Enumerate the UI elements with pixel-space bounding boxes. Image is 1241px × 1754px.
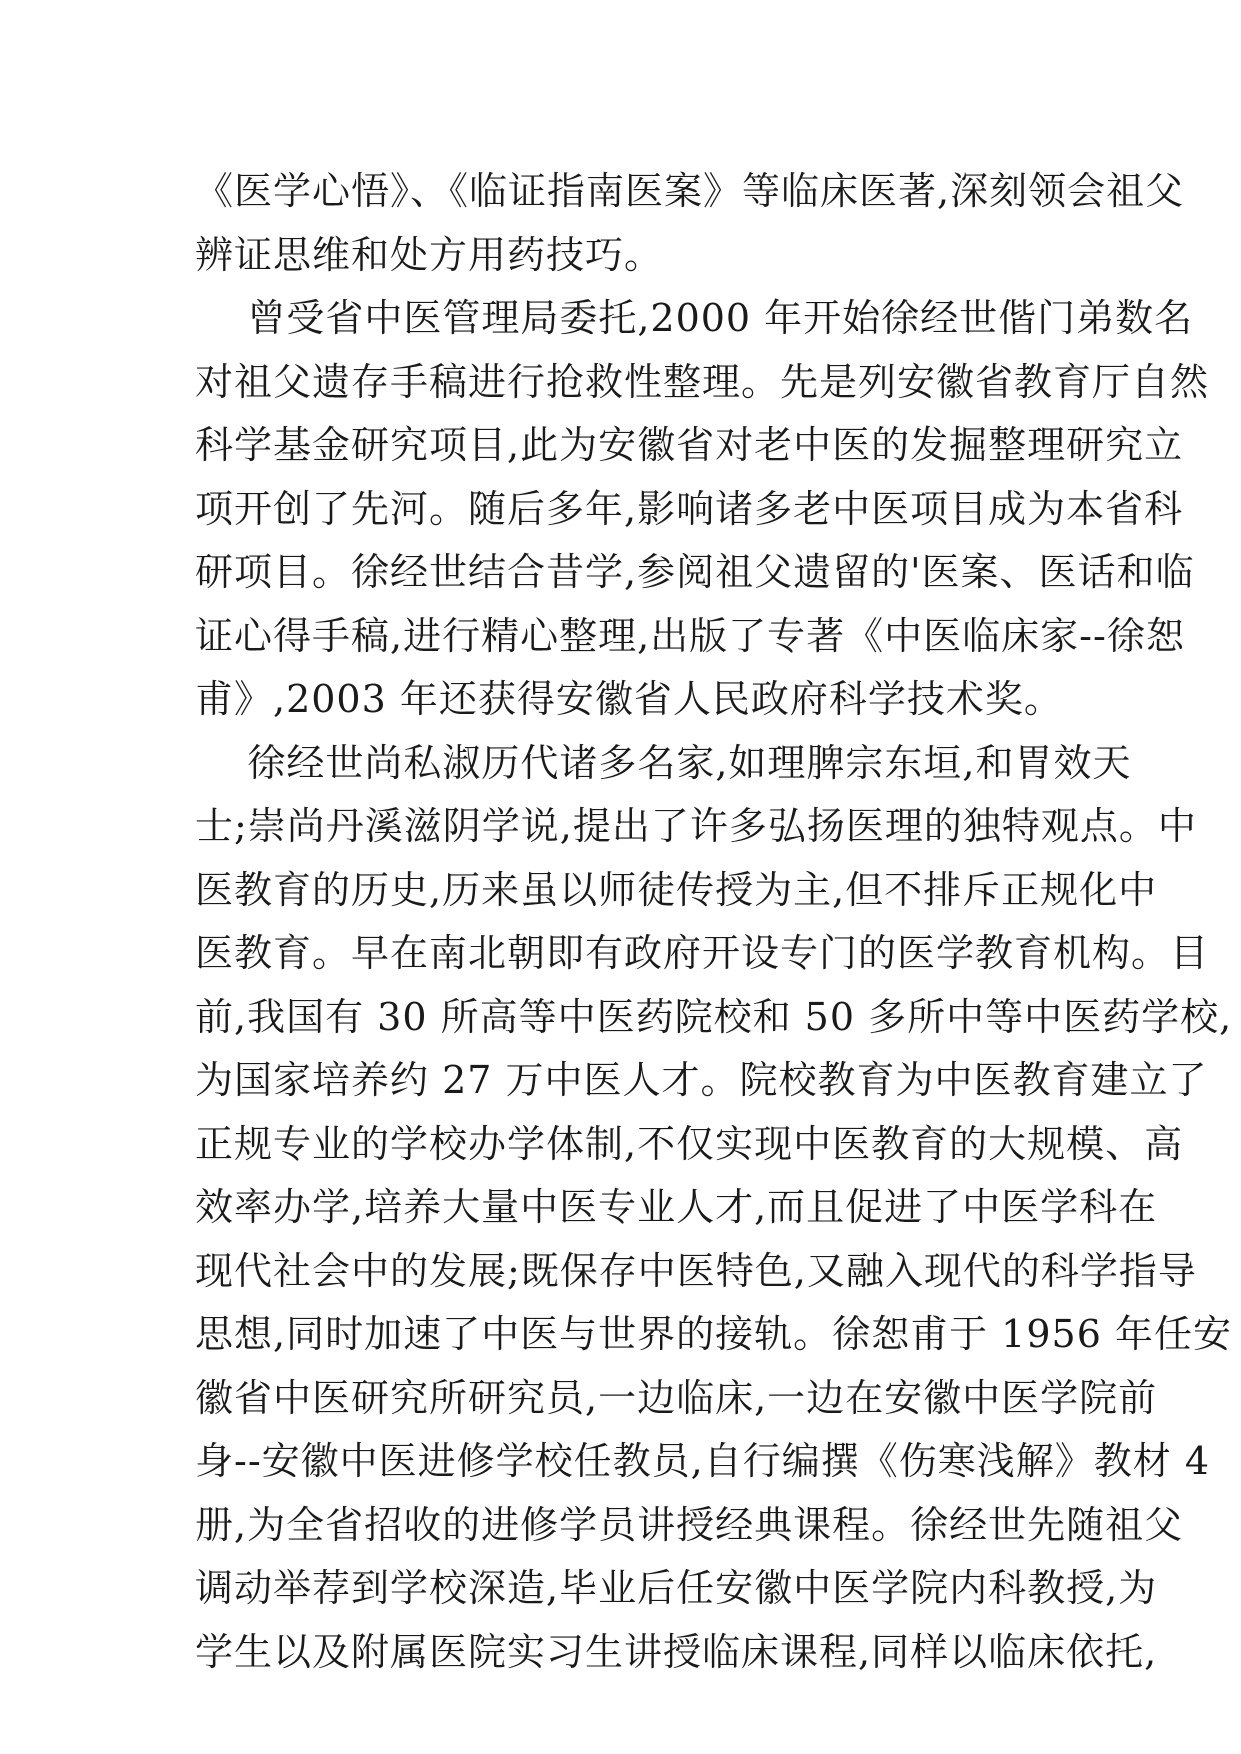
text-line: 效率办学,培养大量中医专业人才,而且促进了中医学科在	[195, 1185, 1158, 1229]
text-line: 前,我国有 30 所高等中医药院校和 50 多所中等中医药学校,	[195, 994, 1233, 1039]
text-line: 医教育的历史,历来虽以师徒传授为主,但不排斥正规化中	[195, 867, 1158, 912]
text-line: 证心得手稿,进行精心整理,出版了专著《中医临床家--徐恕	[195, 613, 1185, 658]
text-line: 曾受省中医管理局委托,2000 年开始徐经世偕门弟数名	[195, 296, 1194, 340]
text-line: 为国家培养约 27 万中医人才。院校教育为中医教育建立了	[195, 1058, 1208, 1102]
text-line: 思想,同时加速了中医与世界的接轨。徐恕甫于 1956 年任安	[195, 1312, 1232, 1356]
text-line: 研项目。徐经世结合昔学,参阅祖父遗留的'医案、医话和临	[195, 550, 1195, 594]
text-line: 现代社会中的发展;既保存中医特色,又融入现代的科学指导	[195, 1248, 1197, 1293]
body-text	[195, 160, 1233, 1684]
text-line: 医教育。早在南北朝即有政府开设专门的医学教育机构。目	[195, 931, 1210, 975]
text-line: 调动举荐到学校深造,毕业后任安徽中医学院内科教授,为	[195, 1566, 1158, 1610]
text-line: 士;崇尚丹溪滋阴学说,提出了许多弘扬医理的独特观点。中	[195, 804, 1197, 848]
text-line: 学生以及附属医院实习生讲授临床课程,同样以临床依托,	[195, 1629, 1158, 1674]
text-line: 身--安徽中医进修学校任教员,自行编撰《伤寒浅解》教材 4	[195, 1439, 1211, 1483]
text-line: 科学基金研究项目,此为安徽省对老中医的发掘整理研究立	[195, 423, 1184, 467]
text-line: 正规专业的学校办学体制,不仅实现中医教育的大规模、高	[195, 1121, 1184, 1166]
text-line: 徽省中医研究所研究员,一边临床,一边在安徽中医学院前	[195, 1375, 1158, 1420]
text-line: 甫》,2003 年还获得安徽省人民政府科学技术奖。	[195, 677, 1063, 721]
text-line: 对祖父遗存手稿进行抢救性整理。先是列安徽省教育厅自然	[195, 359, 1210, 404]
text-line: 徐经世尚私淑历代诸多名家,如理脾宗东垣,和胃效天	[195, 740, 1132, 785]
text-line: 辨证思维和处方用药技巧。	[195, 232, 664, 277]
text-line: 册,为全省招收的进修学员讲授经典课程。徐经世先随祖父	[195, 1502, 1184, 1547]
text-line: 项开创了先河。随后多年,影响诸多老中医项目成为本省科	[195, 486, 1184, 531]
text-line: 《医学心悟》、《临证指南医案》等临床医著,深刻领会祖父	[195, 169, 1185, 213]
